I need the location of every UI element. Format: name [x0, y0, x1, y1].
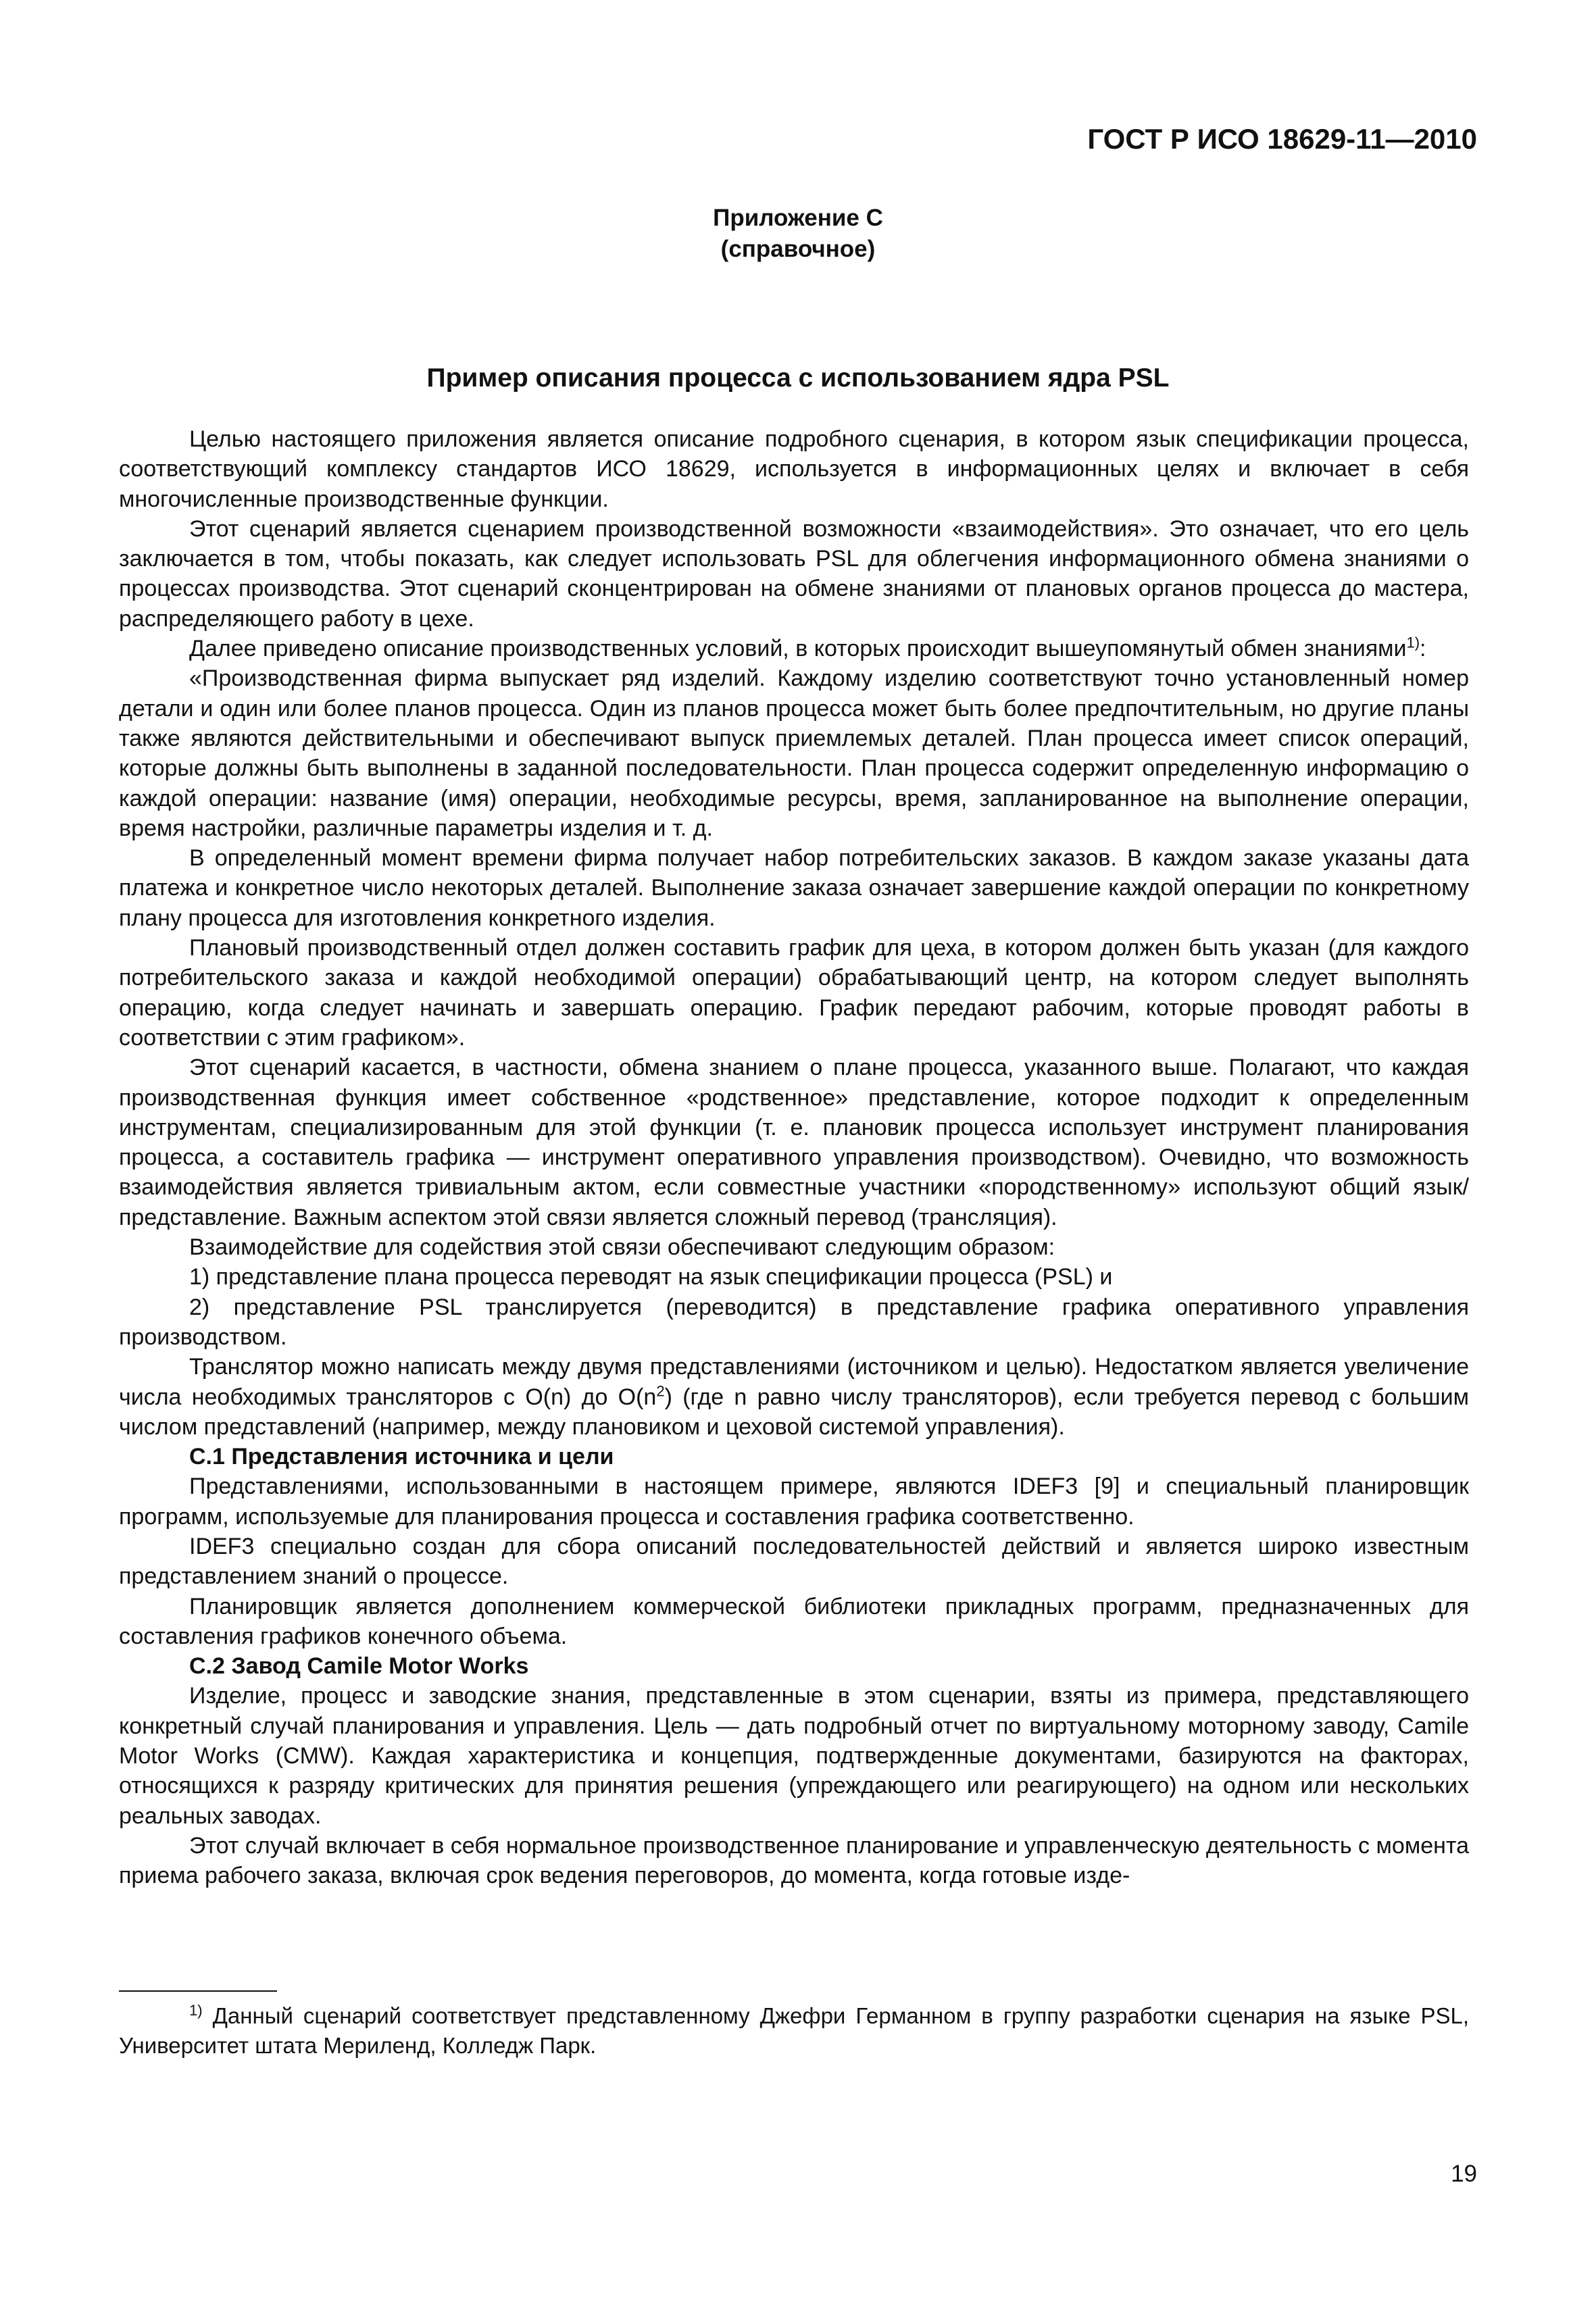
superscript: 2: [656, 1382, 665, 1400]
document-code: ГОСТ Р ИСО 18629-11—2010: [1087, 123, 1477, 155]
paragraph-text-end: ) (где n равно числу трансляторов), если требуется перевод с большим числом представлений (например, между плановиком и цеховой системой управления).: [119, 1384, 1469, 1440]
paragraph: Этот сценарий касается, в частности, обмена знанием о плане процесса, указанного выше. Полагают, что каждая производственная функция имеет собственное «родственное» представление, которое подходит к определенным инструментам, специализированным для этой функции (т. е. плановик процесса использует инструмент планирования процесса, а составитель графика — инструмент оперативного управления производством). Очевидно, что возможность взаимодействия является тривиальным актом, если совместные участники «породственному» используют общий язык/представление. Важным аспектом этой связи является сложный перевод (трансляция).: [119, 1055, 1469, 1230]
annex-heading: [0, 203, 1596, 265]
footnote-text: Данный сценарий соответствует представленному Джефри Германном в группу разработки сценария на языке PSL, Университет штата Мериленд, Колледж Парк.: [119, 2003, 1469, 2058]
paragraph: IDEF3 специально создан для сбора описаний последовательностей действий и является широко известным представлением знаний о процессе.: [119, 1533, 1469, 1590]
paragraph: Плановый производственный отдел должен составить график для цеха, в котором должен быть указан (для каждого потребительского заказа и каждой необходимой операции) обрабатывающий центр, на котором следует выполнять операцию, когда следует начинать и завершать операцию. График передают рабочим, которые проводят работы в соответствии с этим графиком».: [119, 935, 1469, 1051]
paragraph-text: Транслятор можно написать между двумя представлениями (источником и целью). Недостатком является увеличение числа необходимых трансляторов с O(n) до O(n: [119, 1354, 1469, 1410]
page-title: Пример описания процесса с использованием ядра PSL: [426, 363, 1170, 393]
paragraph: «Производственная фирма выпускает ряд изделий. Каждому изделию соответствуют точно установленный номер детали и один или более планов процесса. Один из планов процесса может быть более предпочтительным, но другие планы также являются действительными и обеспечивают выпуск приемлемых деталей. План процесса имеет список операций, которые должны быть выполнены в заданной последовательности. План процесса содержит определенную информацию о каждой операции: название (имя) операции, необходимые ресурсы, время, запланированное на выполнение операции, время настройки, различные параметры изделия и т. д.: [119, 665, 1469, 841]
list-item: 1) представление плана процесса переводят на язык спецификации процесса (PSL) и: [189, 1264, 1113, 1290]
paragraph-text-end: :: [1420, 636, 1426, 662]
section-heading: С.2 Завод Camile Motor Works: [189, 1653, 529, 1680]
paragraph: [119, 1352, 1469, 1442]
paragraph: Этот случай включает в себя нормальное производственное планирование и управленческую деятельность с момента приема рабочего заказа, включая срок ведения переговоров, до момента, когда готовые изде-: [119, 1832, 1469, 1889]
paragraph: Изделие, процесс и заводские знания, представленные в этом сценарии, взяты из примера, представляющего конкретный случай планирования и управления. Цель — дать подробный отчет по виртуальному моторному заводу, Camile Motor Works (CMW). Каждая характеристика и концепция, подтвержденные документами, базируются на факторах, относящихся к разряду критических для принятия решения (упреждающего или реагирующего) на одном или нескольких реальных заводах.: [119, 1683, 1469, 1829]
paragraph: Планировщик является дополнением коммерческой библиотеки прикладных программ, предназначенных для составления графиков конечного объема.: [119, 1593, 1469, 1649]
footnote-mark: 1): [189, 2002, 203, 2019]
paragraph: В определенный момент времени фирма получает набор потребительских заказов. В каждом заказе указаны дата платежа и конкретное число некоторых деталей. Выполнение заказа означает завершение каждой операции по конкретному плану процесса для изготовления конкретного изделия.: [119, 845, 1469, 931]
paragraph: Этот сценарий является сценарием производственной возможности «взаимодействия». Это означает, что его цель заключается в том, чтобы показать, как следует использовать PSL для облегчения информационного обмена знаниями о процессах производства. Этот сценарий сконцентрирован на обмене знаниями от плановых органов процесса до мастера, распределяющего работу в цехе.: [119, 515, 1469, 632]
footnote-reference: 1): [1406, 634, 1420, 651]
footnote: [119, 2001, 1469, 2061]
footnote-divider: [119, 1990, 277, 1992]
page-number: 19: [1451, 2161, 1477, 2187]
list-item: 2) представление PSL транслируется (переводится) в представление графика оперативного управления производством.: [119, 1294, 1469, 1350]
paragraph: Представлениями, использованными в настоящем примере, являются IDEF3 [9] и специальный планировщик программ, используемые для планирования процесса и составления графика соответственно.: [119, 1474, 1469, 1530]
annex-label: Приложение С: [713, 205, 883, 231]
paragraph: Целью настоящего приложения является описание подробного сценария, в котором язык спецификации процесса, соответствующий комплексу стандартов ИСО 18629, используется в информационных целях и включает в себя многочисленные производственные функции.: [119, 426, 1469, 512]
paragraph-text: Далее приведено описание производственных условий, в которых происходит вышеупомянутый обмен знаниями: [189, 636, 1407, 662]
paragraph: [119, 634, 1469, 663]
annex-type: (справочное): [720, 236, 876, 262]
paragraph: Взаимодействие для содействия этой связи обеспечивают следующим образом:: [189, 1234, 1055, 1261]
body-text: [119, 424, 1469, 1891]
section-heading: С.1 Представления источника и цели: [189, 1444, 614, 1470]
